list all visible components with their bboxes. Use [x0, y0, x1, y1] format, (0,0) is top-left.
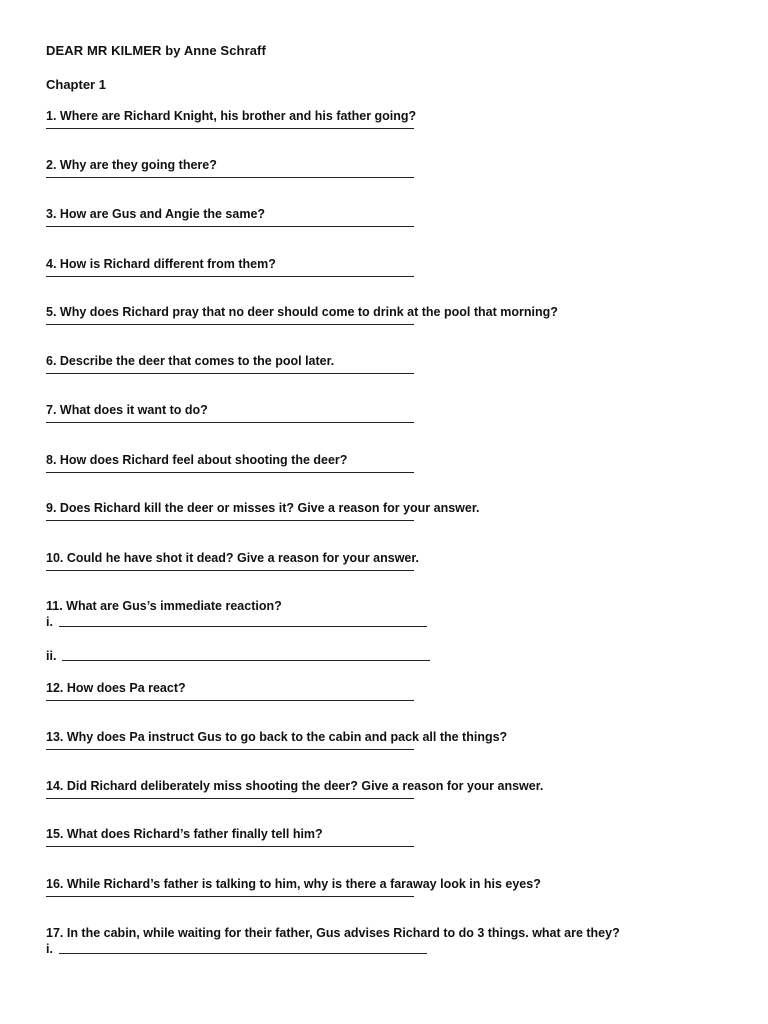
- question-text: 1. Where are Richard Knight, his brother and his father going?: [46, 109, 417, 123]
- question-3: [46, 206, 726, 227]
- question-text: 9. Does Richard kill the deer or misses it? Give a reason for your answer.: [46, 501, 480, 515]
- question-text: 3. How are Gus and Angie the same?: [46, 207, 266, 221]
- document-title: DEAR MR KILMER by Anne Schraff: [46, 43, 266, 58]
- question-13: [46, 729, 726, 750]
- question-text: 11. What are Gus’s immediate reaction?: [46, 599, 282, 613]
- question-1: [46, 108, 726, 129]
- question-text: 8. How does Richard feel about shooting the deer?: [46, 453, 348, 467]
- question-text: 4. How is Richard different from them?: [46, 257, 276, 271]
- question-11: [46, 598, 726, 614]
- answer-line: [46, 177, 414, 178]
- question-4: [46, 256, 726, 277]
- question-text: 13. Why does Pa instruct Gus to go back to the cabin and pack all the things?: [46, 730, 508, 744]
- answer-line: [46, 749, 414, 750]
- question-11-sub-ii: [46, 648, 430, 664]
- question-16: [46, 876, 726, 897]
- answer-line: [62, 660, 430, 661]
- answer-line: [46, 700, 414, 701]
- answer-line: [46, 798, 414, 799]
- sub-label: ii.: [46, 649, 57, 663]
- question-7: [46, 402, 726, 423]
- question-text: 12. How does Pa react?: [46, 681, 186, 695]
- question-text: 2. Why are they going there?: [46, 158, 217, 172]
- chapter-heading: Chapter 1: [46, 77, 106, 92]
- question-2: [46, 157, 726, 178]
- answer-line: [59, 626, 427, 627]
- question-6: [46, 353, 726, 374]
- question-9: [46, 500, 726, 521]
- answer-line: [46, 128, 414, 129]
- answer-line: [46, 570, 414, 571]
- question-12: [46, 680, 726, 701]
- answer-line: [46, 324, 414, 325]
- answer-line: [46, 226, 414, 227]
- question-text: 6. Describe the deer that comes to the pool later.: [46, 354, 335, 368]
- question-text: 17. In the cabin, while waiting for their father, Gus advises Richard to do 3 things. what are they?: [46, 926, 620, 940]
- answer-line: [46, 422, 414, 423]
- question-8: [46, 452, 726, 473]
- answer-line: [59, 953, 427, 954]
- answer-line: [46, 276, 414, 277]
- question-17: [46, 925, 726, 941]
- answer-line: [46, 472, 414, 473]
- question-15: [46, 826, 726, 847]
- answer-line: [46, 373, 414, 374]
- question-10: [46, 550, 726, 571]
- question-text: 7. What does it want to do?: [46, 403, 208, 417]
- question-14: [46, 778, 726, 799]
- answer-line: [46, 846, 414, 847]
- question-11-sub-i: [46, 614, 427, 630]
- answer-line: [46, 520, 414, 521]
- question-5: [46, 304, 726, 325]
- question-text: 10. Could he have shot it dead? Give a reason for your answer.: [46, 551, 420, 565]
- answer-line: [46, 896, 414, 897]
- sub-label: i.: [46, 942, 53, 956]
- sub-label: i.: [46, 615, 53, 629]
- question-17-sub-i: [46, 941, 427, 957]
- question-text: 15. What does Richard’s father finally tell him?: [46, 827, 323, 841]
- question-text: 5. Why does Richard pray that no deer should come to drink at the pool that morning?: [46, 305, 558, 319]
- question-text: 16. While Richard’s father is talking to him, why is there a faraway look in his eyes?: [46, 877, 541, 891]
- question-text: 14. Did Richard deliberately miss shooting the deer? Give a reason for your answer.: [46, 779, 544, 793]
